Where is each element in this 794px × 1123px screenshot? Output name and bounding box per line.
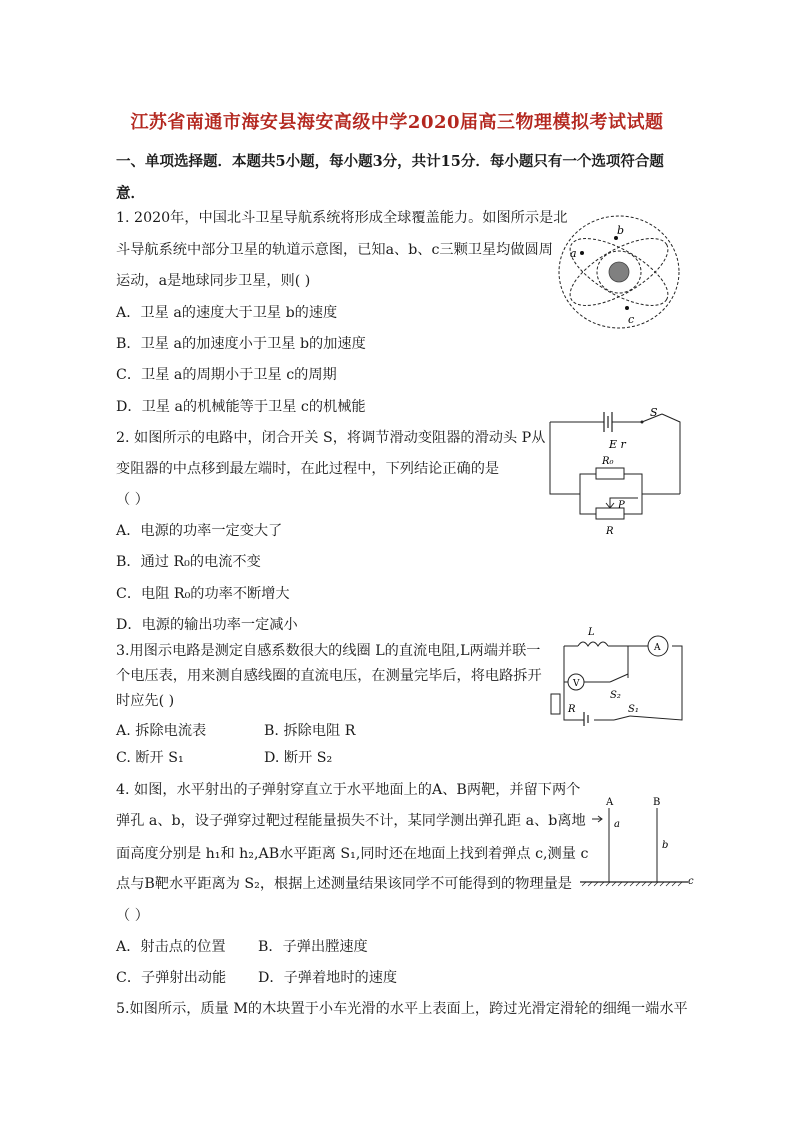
outer-loop-wires [564, 646, 682, 720]
parallel-wires [580, 474, 680, 514]
q4-option-d: D．子弹着地时的速度 [258, 970, 398, 986]
q2-line-3: （ ） [116, 492, 149, 508]
label-r-q3: R [568, 704, 576, 715]
switch-s1 [614, 716, 630, 720]
satellite-a-dot [580, 251, 584, 255]
q2-option-c: C．电阻 R₀的功率不断增大 [116, 586, 290, 602]
coil-l [578, 642, 608, 646]
top-wire [550, 414, 680, 494]
label-target-a: A [606, 797, 614, 808]
q2-option-a: A．电源的功率一定变大了 [116, 523, 283, 539]
label-hole-b: b [662, 840, 669, 851]
battery-q3 [584, 712, 588, 726]
q4-line-5: （ ） [116, 908, 149, 924]
q1-line-2: 斗导航系统中部分卫星的轨道示意图，已知a、b、c三颗卫星均做圆周 [116, 242, 553, 258]
q3-line-1: 3.用图示电路是测定自感系数很大的线圈 L的直流电阻,L两端并联一 [116, 643, 541, 659]
q1-option-a: A．卫星 a的速度大于卫星 b的速度 [116, 305, 338, 321]
q2-line-2: 变阻器的中点移到最左端时，在此过程中，下列结论正确的是 [116, 461, 500, 477]
label-target-b: B [653, 797, 661, 808]
q3-line-2: 个电压表，用来测自感线圈的直流电压，在测量完毕后，将电路拆开 [116, 668, 542, 684]
section-heading: 一、单项选择题．本题共5小题，每小题3分，共计15分．每小题只有一个选项符合题意． [116, 153, 664, 202]
q3-line-3: 时应先( ) [116, 693, 175, 709]
targets-figure [578, 792, 698, 892]
q5-line-1: 5.如图所示，质量 M的木块置于小车光滑的水平上表面上，跨过光滑定滑轮的细绳一端水平 [116, 1001, 688, 1017]
left-wire [550, 422, 580, 494]
q1-line-3: 运动，a是地球同步卫星，则( ) [116, 273, 311, 289]
q2-line-1: 2. 如图所示的电路中，闭合开关 S，将调节滑动变阻器的滑动头 P从 [116, 430, 546, 446]
switch-s2 [610, 674, 628, 682]
label-er: E r [609, 438, 626, 451]
q4-option-a: A．射击点的位置 [116, 939, 226, 955]
q4-line-1: 4. 如图，水平射出的子弹射穿直立于水平地面上的A、B两靶，并留下两个 [116, 782, 581, 798]
q3-option-a: A. 拆除电流表 [116, 723, 207, 739]
q3-option-c: C. 断开 S₁ [116, 750, 184, 766]
label-l: L [588, 627, 595, 638]
label-hole-a: a [614, 819, 620, 830]
q4-option-c: C．子弹射出动能 [116, 970, 227, 986]
q1-line-1: 1. 2020年，中国北斗卫星导航系统将形成全球覆盖能力。如图所示是北 [116, 210, 568, 226]
label-b: b [617, 224, 625, 237]
q3-option-b: B. 拆除电阻 R [264, 723, 356, 739]
battery-symbol [604, 412, 612, 432]
label-s2: S₂ [610, 690, 621, 701]
q1-option-d: D．卫星 a的机械能等于卫星 c的机械能 [116, 399, 366, 415]
q1-option-c: C．卫星 a的周期小于卫星 c的周期 [116, 367, 337, 383]
label-point-c: c [688, 876, 694, 887]
q4-line-2: 弹孔 a、b，设子弹穿过靶过程能量损失不计，某同学测出弹孔距 a、b离地 [116, 813, 586, 829]
label-s1: S₁ [628, 704, 639, 715]
label-r: R [606, 526, 614, 537]
label-voltmeter: V [573, 679, 580, 689]
voltmeter-branch [564, 646, 628, 682]
label-r0: R₀ [602, 456, 614, 467]
circuit-figure-q2 [546, 404, 686, 538]
q4-option-b: B．子弹出膛速度 [258, 939, 368, 955]
satellite-orbit-figure [550, 210, 690, 340]
label-ammeter: A [654, 643, 661, 653]
satellite-c-dot [625, 306, 629, 310]
circuit-figure-q3 [548, 622, 688, 730]
q2-option-b: B．通过 R₀的电流不变 [116, 554, 261, 570]
label-c: c [628, 313, 635, 326]
page-title: 江苏省南通市海安县海安高级中学2020届高三物理模拟考试试题 [130, 112, 664, 133]
q4-line-4: 点与B靶水平距离为 S₂，根据上述测量结果该同学不可能得到的物理量是 [116, 876, 572, 892]
label-p: P [618, 500, 625, 511]
q4-line-3: 面高度分别是 h₁和 h₂,AB水平距离 S₁,同时还在地面上找到着弹点 c,测量 c [116, 846, 589, 862]
label-a: a [570, 247, 577, 260]
earth [609, 262, 629, 282]
resistor-r0 [596, 468, 624, 479]
label-s: S [650, 406, 658, 419]
q1-option-b: B．卫星 a的加速度小于卫星 b的加速度 [116, 336, 366, 352]
q3-option-d: D. 断开 S₂ [264, 750, 333, 766]
resistor-r-q3 [551, 694, 560, 714]
q2-option-d: D．电源的输出功率一定减小 [116, 617, 298, 633]
